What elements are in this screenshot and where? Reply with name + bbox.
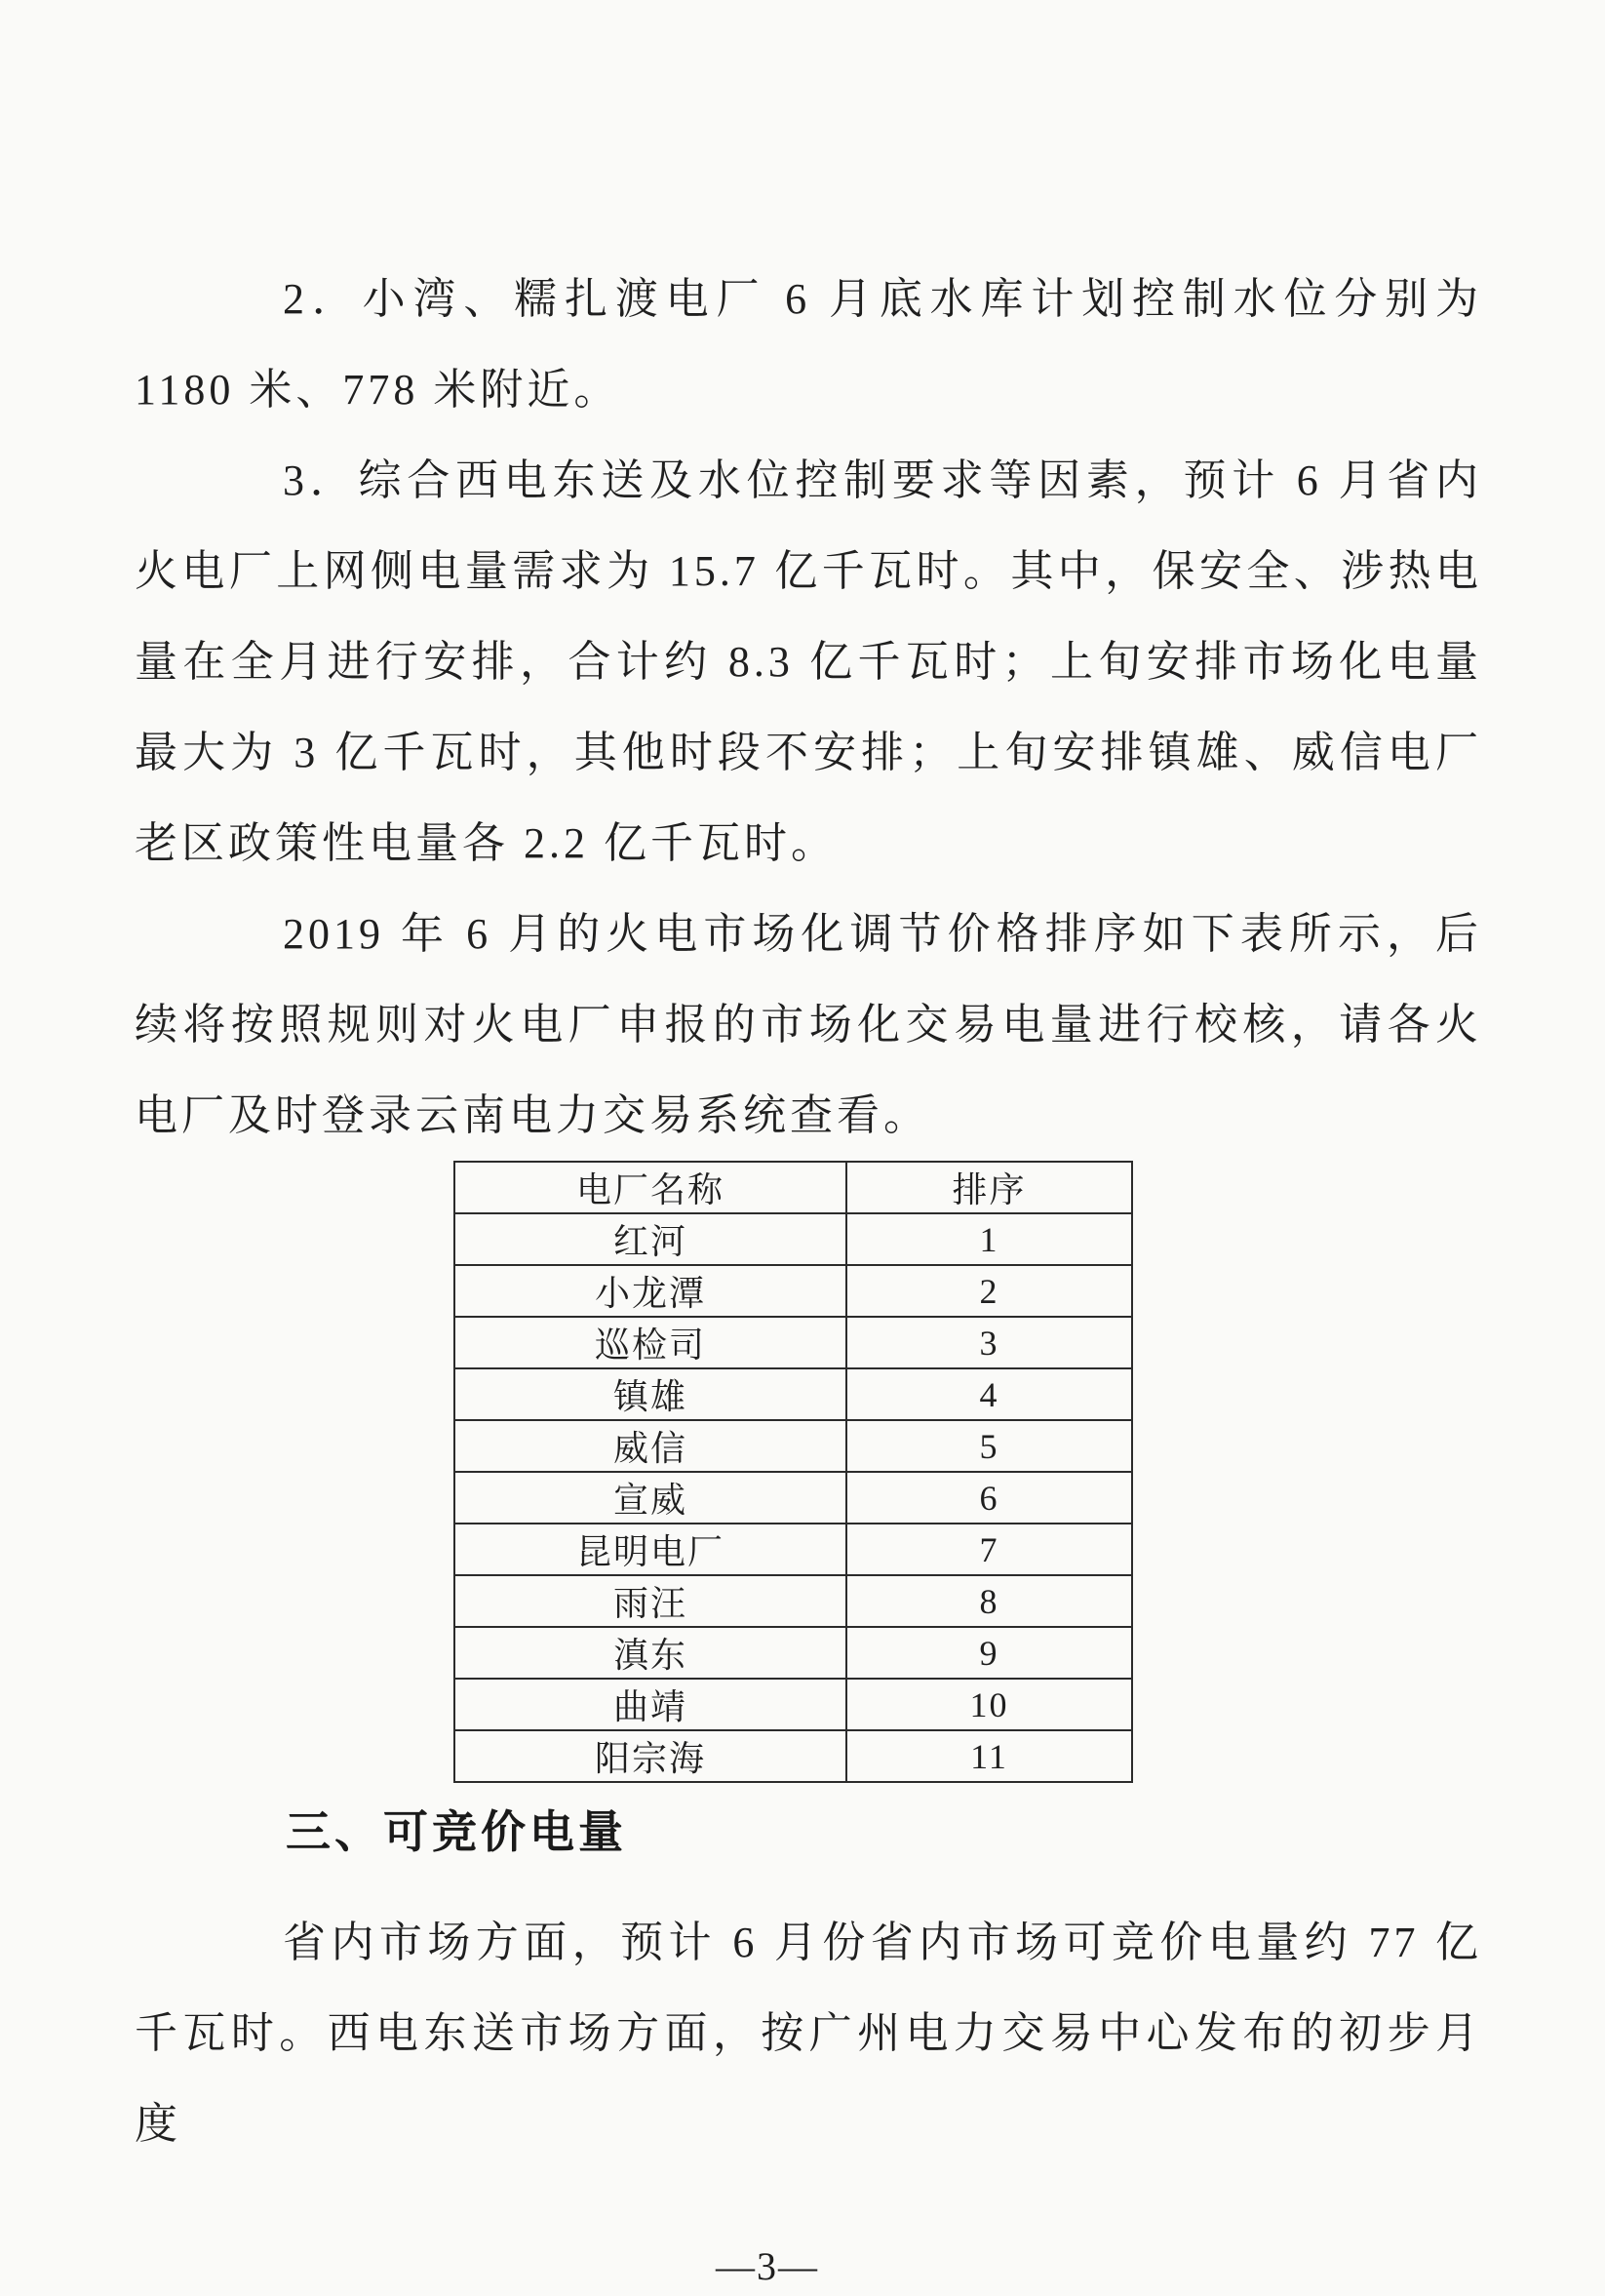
plant-name-cell: 红河	[454, 1213, 846, 1265]
table-header-row	[454, 1162, 1132, 1213]
section-heading: 三、可竞价电量	[286, 1806, 627, 1857]
price-ranking-table	[453, 1161, 1133, 1783]
table-row	[454, 1627, 1132, 1679]
table-header-rank: 排序	[846, 1162, 1132, 1213]
table-row	[454, 1317, 1132, 1368]
table-header-plant-name: 电厂名称	[454, 1162, 846, 1213]
table-row	[454, 1368, 1132, 1420]
table-row	[454, 1213, 1132, 1265]
rank-cell: 2	[846, 1265, 1132, 1317]
rank-cell: 10	[846, 1679, 1132, 1730]
plant-name-cell: 滇东	[454, 1627, 846, 1679]
rank-cell: 8	[846, 1575, 1132, 1627]
plant-name-cell: 巡检司	[454, 1317, 846, 1368]
rank-cell: 3	[846, 1317, 1132, 1368]
body-paragraph: 3．综合西电东送及水位控制要求等因素，预计 6 月省内火电厂上网侧电量需求为 15.7 亿千瓦时。其中，保安全、涉热电量在全月进行安排，合计约 8.3 亿千瓦时；上旬安排市场化电量最大为 3 亿千瓦时，其他时段不安排；上旬安排镇雄、威信电厂老区政策性电量各 2.2 亿千瓦时。	[135, 456, 1482, 867]
plant-name-cell: 镇雄	[454, 1368, 846, 1420]
rank-cell: 1	[846, 1213, 1132, 1265]
table-row	[454, 1730, 1132, 1782]
table-row	[454, 1524, 1132, 1575]
body-paragraph: 2．小湾、糯扎渡电厂 6 月底水库计划控制水位分别为 1180 米、778 米附近。	[135, 275, 1482, 414]
table-row	[454, 1420, 1132, 1472]
plant-name-cell: 雨汪	[454, 1575, 846, 1627]
rank-cell: 4	[846, 1368, 1132, 1420]
rank-cell: 5	[846, 1420, 1132, 1472]
plant-name-cell: 威信	[454, 1420, 846, 1472]
rank-cell: 9	[846, 1627, 1132, 1679]
table-row	[454, 1472, 1132, 1524]
plant-name-cell: 阳宗海	[454, 1730, 846, 1782]
page-number: —3—	[716, 2244, 819, 2288]
body-paragraph: 2019 年 6 月的火电市场化调节价格排序如下表所示，后续将按照规则对火电厂申报的市场化交易电量进行校核，请各火电厂及时登录云南电力交易系统查看。	[135, 910, 1482, 1139]
body-paragraph: 省内市场方面，预计 6 月份省内市场可竞价电量约 77 亿千瓦时。西电东送市场方面，按广州电力交易中心发布的初步月度	[135, 1919, 1482, 2148]
table-row	[454, 1265, 1132, 1317]
rank-cell: 11	[846, 1730, 1132, 1782]
plant-name-cell: 昆明电厂	[454, 1524, 846, 1575]
plant-name-cell: 宣威	[454, 1472, 846, 1524]
rank-cell: 6	[846, 1472, 1132, 1524]
table-row	[454, 1679, 1132, 1730]
table-row	[454, 1575, 1132, 1627]
rank-cell: 7	[846, 1524, 1132, 1575]
plant-name-cell: 小龙潭	[454, 1265, 846, 1317]
plant-name-cell: 曲靖	[454, 1679, 846, 1730]
